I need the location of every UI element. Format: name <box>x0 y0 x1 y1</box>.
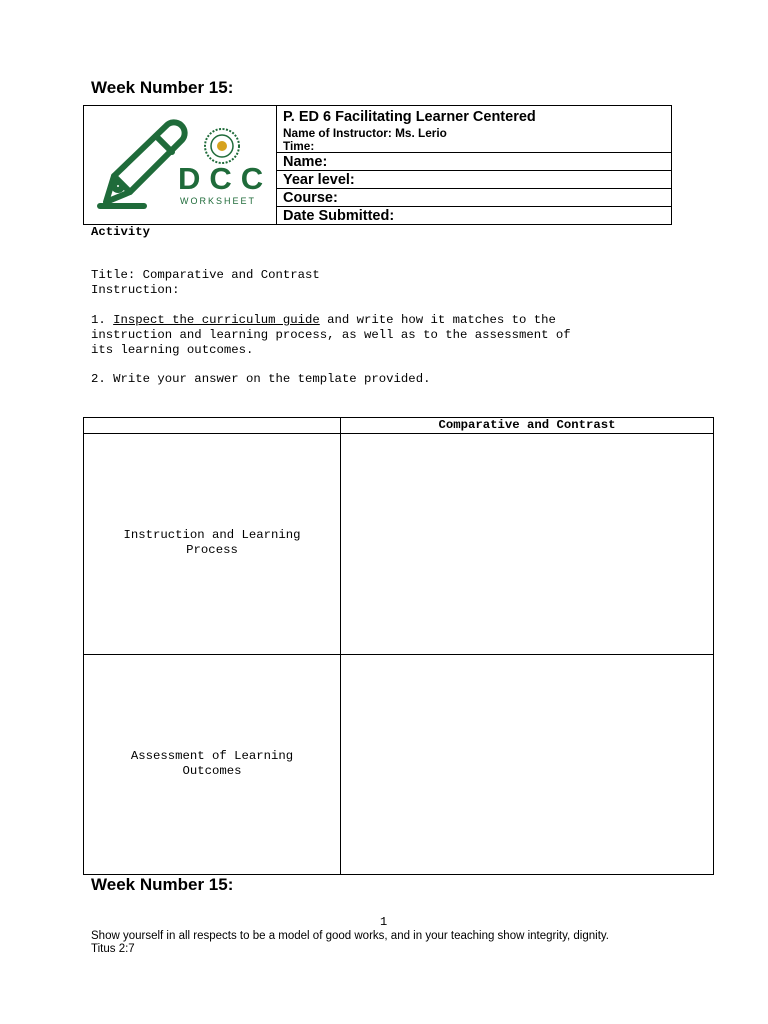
instruction-step-1 <box>91 313 556 328</box>
year-level-field[interactable]: Year level: <box>277 171 671 189</box>
time-label: Time: <box>283 139 315 153</box>
course-info-row <box>277 106 671 153</box>
curriculum-guide-link[interactable]: Inspect the curriculum guide <box>113 313 320 327</box>
pen-icon <box>100 122 185 206</box>
footer-reference: Titus 2:7 <box>91 943 135 955</box>
header-table <box>83 105 672 225</box>
course-field[interactable]: Course: <box>277 189 671 207</box>
row-label-instruction <box>84 528 340 558</box>
row-label-assessment <box>84 749 340 779</box>
step-1-rest: and write how it matches to the <box>319 313 556 327</box>
answer-table <box>83 417 714 875</box>
activity-heading: Activity <box>91 225 151 239</box>
page-number: 1 <box>380 915 388 929</box>
course-title: P. ED 6 Facilitating Learner Centered <box>283 109 536 125</box>
instruction-step-1-line-3: its learning outcomes. <box>91 343 254 357</box>
instruction-step-2: 2. Write your answer on the template provided. <box>91 372 431 386</box>
answer-cell-assessment[interactable] <box>341 655 713 874</box>
row-label-line: Instruction and Learning <box>123 528 301 542</box>
instruction-label: Instruction: <box>91 283 180 297</box>
logo-brand-text: DCC <box>178 161 273 196</box>
logo-cell <box>84 106 277 224</box>
name-field[interactable]: Name: <box>277 153 671 171</box>
seal-icon <box>205 129 239 163</box>
answer-cell-instruction[interactable] <box>341 434 713 654</box>
page-title: Week Number 15: <box>91 78 234 97</box>
footer-week-title: Week Number 15: <box>91 875 234 894</box>
row-label-line: Process <box>186 543 238 557</box>
row-label-line: Assessment of Learning <box>130 749 294 763</box>
logo-sub-text: WORKSHEET <box>180 196 257 206</box>
course-info-cell <box>277 106 671 224</box>
footer-verse: Show yourself in all respects to be a model of good works, and in your teaching show integrity, dignity. <box>91 930 609 942</box>
step-1-number: 1. <box>91 313 114 327</box>
instructor-name: Name of Instructor: Ms. Lerio <box>283 126 447 140</box>
date-submitted-field[interactable]: Date Submitted: <box>283 208 395 224</box>
activity-title: Title: Comparative and Contrast <box>91 268 320 282</box>
column-header: Comparative and Contrast <box>438 418 616 432</box>
row-label-line: Outcomes <box>182 764 242 778</box>
instruction-step-1-line-2: instruction and learning process, as well as to the assessment of <box>91 328 571 342</box>
dcc-worksheet-logo <box>84 106 276 224</box>
